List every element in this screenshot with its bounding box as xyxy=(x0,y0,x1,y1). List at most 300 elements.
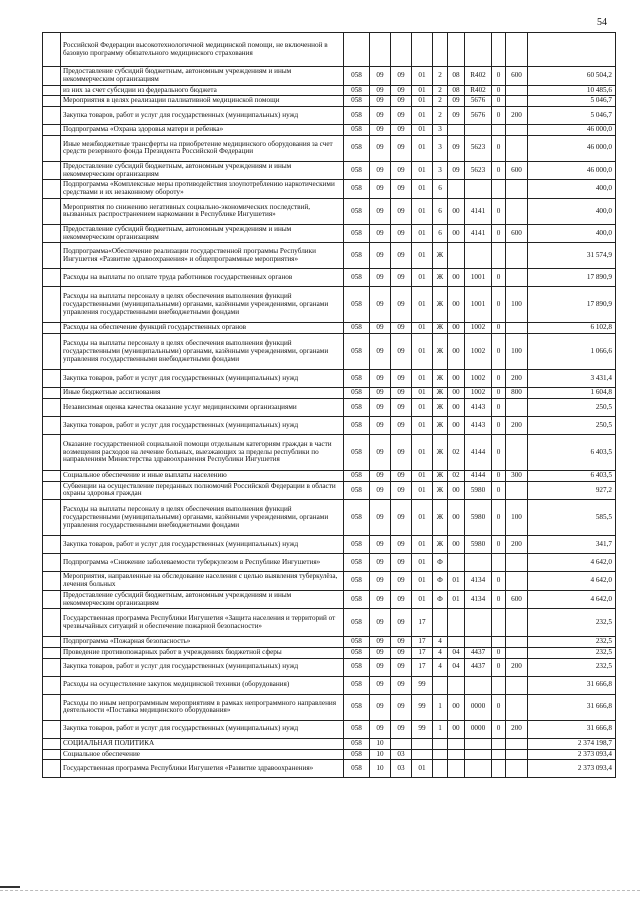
row-blank-cell xyxy=(43,572,61,591)
extra-code xyxy=(492,760,506,778)
ministry-code: 058 xyxy=(344,96,370,107)
subprogram-code: 4 xyxy=(433,637,448,648)
direction-code: 00 xyxy=(448,334,465,370)
row-blank-cell xyxy=(43,554,61,572)
row-name: Расходы на выплаты персоналу в целях обеспечения выполнения функций государственными (муниципальными) органами, казёнными учреждениями, органами управления государственными внебюджетными фондами xyxy=(61,500,344,536)
subprogram-code: Ж xyxy=(433,500,448,536)
section-code: 09 xyxy=(370,648,391,659)
direction-code: 00 xyxy=(448,416,465,434)
row-name: Подпрограмма «Пожарная безопасность» xyxy=(61,637,344,648)
ministry-code: 058 xyxy=(344,198,370,224)
type-code: 200 xyxy=(506,536,528,554)
ministry-code: 058 xyxy=(344,287,370,323)
direction-code: 09 xyxy=(448,107,465,125)
ministry-code: 058 xyxy=(344,269,370,287)
extra-code xyxy=(492,609,506,637)
program-code: 01 xyxy=(412,760,433,778)
direction-code: 00 xyxy=(448,198,465,224)
expense-code: 4144 xyxy=(465,434,492,470)
expense-code: 1002 xyxy=(465,323,492,334)
table-row xyxy=(43,500,616,536)
type-code: 300 xyxy=(506,470,528,481)
program-code xyxy=(412,33,433,67)
row-blank-cell xyxy=(43,287,61,323)
section-code: 09 xyxy=(370,269,391,287)
type-code: 600 xyxy=(506,67,528,86)
subsection-code: 09 xyxy=(391,243,412,269)
direction-code xyxy=(448,760,465,778)
section-code: 09 xyxy=(370,224,391,243)
type-code xyxy=(506,135,528,161)
program-code: 01 xyxy=(412,572,433,591)
direction-code: 04 xyxy=(448,648,465,659)
section-code: 09 xyxy=(370,398,391,416)
subsection-code: 09 xyxy=(391,658,412,676)
row-blank-cell xyxy=(43,269,61,287)
row-blank-cell xyxy=(43,590,61,609)
ministry-code: 058 xyxy=(344,125,370,136)
type-code: 100 xyxy=(506,334,528,370)
table-row xyxy=(43,287,616,323)
section-code: 09 xyxy=(370,243,391,269)
ministry-code: 058 xyxy=(344,398,370,416)
row-amount: 250,5 xyxy=(528,416,616,434)
extra-code: 0 xyxy=(492,694,506,720)
direction-code xyxy=(448,125,465,136)
row-blank-cell xyxy=(43,161,61,180)
row-name: Закупка товаров, работ и услуг для государственных (муниципальных) нужд xyxy=(61,720,344,738)
extra-code xyxy=(492,125,506,136)
row-blank-cell xyxy=(43,481,61,500)
subprogram-code: 4 xyxy=(433,648,448,659)
subprogram-code: Ж xyxy=(433,416,448,434)
section-code: 09 xyxy=(370,161,391,180)
ministry-code xyxy=(344,33,370,67)
row-blank-cell xyxy=(43,760,61,778)
subprogram-code: 6 xyxy=(433,198,448,224)
table-row xyxy=(43,470,616,481)
extra-code: 0 xyxy=(492,96,506,107)
extra-code: 0 xyxy=(492,107,506,125)
direction-code: 00 xyxy=(448,481,465,500)
subsection-code: 09 xyxy=(391,676,412,694)
ministry-code: 058 xyxy=(344,481,370,500)
extra-code: 0 xyxy=(492,388,506,399)
ministry-code: 058 xyxy=(344,180,370,199)
row-blank-cell xyxy=(43,637,61,648)
ministry-code: 058 xyxy=(344,749,370,760)
expense-code: 4141 xyxy=(465,198,492,224)
table-row xyxy=(43,85,616,96)
section-code: 09 xyxy=(370,287,391,323)
direction-code: 01 xyxy=(448,572,465,591)
subsection-code: 09 xyxy=(391,434,412,470)
row-name: Иные межбюджетные трансферты на приобретение медицинского оборудования за счет средств резервного фонда Президента Российской Федерации xyxy=(61,135,344,161)
table-row xyxy=(43,676,616,694)
row-blank-cell xyxy=(43,198,61,224)
section-code: 09 xyxy=(370,637,391,648)
expense-code xyxy=(465,676,492,694)
table-row xyxy=(43,125,616,136)
table-body xyxy=(43,33,616,778)
ministry-code: 058 xyxy=(344,224,370,243)
program-code: 01 xyxy=(412,434,433,470)
row-blank-cell xyxy=(43,416,61,434)
expense-code: 5623 xyxy=(465,135,492,161)
direction-code: 02 xyxy=(448,434,465,470)
subprogram-code xyxy=(433,738,448,749)
ministry-code: 058 xyxy=(344,434,370,470)
row-blank-cell xyxy=(43,676,61,694)
ministry-code: 058 xyxy=(344,590,370,609)
type-code xyxy=(506,676,528,694)
program-code: 99 xyxy=(412,720,433,738)
expense-code: 4143 xyxy=(465,398,492,416)
subprogram-code: Ж xyxy=(433,536,448,554)
row-blank-cell xyxy=(43,694,61,720)
row-name: Мероприятия в целях реализации паллиативной медицинской помощи xyxy=(61,96,344,107)
extra-code: 0 xyxy=(492,135,506,161)
subsection-code: 09 xyxy=(391,96,412,107)
direction-code: 02 xyxy=(448,470,465,481)
row-blank-cell xyxy=(43,738,61,749)
extra-code: 0 xyxy=(492,287,506,323)
subprogram-code: Ж xyxy=(433,481,448,500)
expense-code: 4141 xyxy=(465,224,492,243)
extra-code xyxy=(492,676,506,694)
section-code: 09 xyxy=(370,720,391,738)
row-amount: 2 374 198,7 xyxy=(528,738,616,749)
extra-code: 0 xyxy=(492,224,506,243)
row-blank-cell xyxy=(43,648,61,659)
program-code: 01 xyxy=(412,287,433,323)
subprogram-code: Ж xyxy=(433,269,448,287)
ministry-code: 058 xyxy=(344,637,370,648)
program-code: 01 xyxy=(412,224,433,243)
section-code: 09 xyxy=(370,125,391,136)
type-code xyxy=(506,749,528,760)
table-row xyxy=(43,96,616,107)
table-row xyxy=(43,180,616,199)
program-code: 01 xyxy=(412,388,433,399)
extra-code: 0 xyxy=(492,269,506,287)
row-blank-cell xyxy=(43,243,61,269)
program-code xyxy=(412,738,433,749)
direction-code: 00 xyxy=(448,388,465,399)
subsection-code: 03 xyxy=(391,749,412,760)
row-amount: 232,5 xyxy=(528,637,616,648)
expense-code: 1001 xyxy=(465,269,492,287)
row-amount: 232,5 xyxy=(528,609,616,637)
table-row xyxy=(43,749,616,760)
expense-code xyxy=(465,180,492,199)
row-amount: 232,5 xyxy=(528,658,616,676)
program-code: 17 xyxy=(412,648,433,659)
program-code: 01 xyxy=(412,180,433,199)
subprogram-code: 1 xyxy=(433,694,448,720)
row-blank-cell xyxy=(43,720,61,738)
direction-code: 09 xyxy=(448,135,465,161)
row-name: Подпрограмма «Комплексные меры противодействия злоупотреблению наркотическими средствами и их незаконному обороту» xyxy=(61,180,344,199)
program-code: 01 xyxy=(412,85,433,96)
table-row xyxy=(43,637,616,648)
section-code: 09 xyxy=(370,85,391,96)
row-amount: 250,5 xyxy=(528,398,616,416)
program-code: 01 xyxy=(412,67,433,86)
row-blank-cell xyxy=(43,96,61,107)
subprogram-code: Ж xyxy=(433,323,448,334)
extra-code: 0 xyxy=(492,323,506,334)
subsection-code: 09 xyxy=(391,269,412,287)
row-amount: 46 000,0 xyxy=(528,125,616,136)
row-amount: 4 642,0 xyxy=(528,554,616,572)
ministry-code: 058 xyxy=(344,370,370,388)
row-amount: 5 046,7 xyxy=(528,107,616,125)
extra-code xyxy=(492,33,506,67)
program-code: 01 xyxy=(412,161,433,180)
extra-code: 0 xyxy=(492,572,506,591)
row-name: Предоставление субсидий бюджетным, автономным учреждениям и иным некоммерческим организациям xyxy=(61,161,344,180)
extra-code: 0 xyxy=(492,370,506,388)
row-name: Мероприятия, направленные на обследование населения с целью выявления туберкулёза, лечения больных xyxy=(61,572,344,591)
subprogram-code: Ж xyxy=(433,287,448,323)
subprogram-code: Ж xyxy=(433,398,448,416)
program-code: 01 xyxy=(412,323,433,334)
subprogram-code: 1 xyxy=(433,720,448,738)
row-name: Мероприятия по снижению негативных социально-экономических последствий, вызванных распространением наркомании в Республике Ингушетия» xyxy=(61,198,344,224)
program-code: 01 xyxy=(412,500,433,536)
extra-code: 0 xyxy=(492,536,506,554)
subprogram-code: 3 xyxy=(433,135,448,161)
subsection-code: 09 xyxy=(391,470,412,481)
row-blank-cell xyxy=(43,334,61,370)
type-code xyxy=(506,760,528,778)
direction-code xyxy=(448,637,465,648)
subprogram-code: Ф xyxy=(433,572,448,591)
direction-code: 00 xyxy=(448,720,465,738)
program-code: 01 xyxy=(412,536,433,554)
subprogram-code: Ж xyxy=(433,434,448,470)
subsection-code: 09 xyxy=(391,323,412,334)
expense-code xyxy=(465,760,492,778)
subprogram-code xyxy=(433,676,448,694)
subprogram-code: 3 xyxy=(433,125,448,136)
table-row xyxy=(43,33,616,67)
type-code: 800 xyxy=(506,388,528,399)
extra-code xyxy=(492,738,506,749)
subprogram-code: Ж xyxy=(433,470,448,481)
ministry-code: 058 xyxy=(344,658,370,676)
direction-code: 00 xyxy=(448,694,465,720)
expense-code xyxy=(465,738,492,749)
table-row xyxy=(43,760,616,778)
ministry-code: 058 xyxy=(344,243,370,269)
row-blank-cell xyxy=(43,180,61,199)
program-code: 01 xyxy=(412,334,433,370)
section-code: 09 xyxy=(370,676,391,694)
row-name: Закупка товаров, работ и услуг для государственных (муниципальных) нужд xyxy=(61,416,344,434)
direction-code xyxy=(448,33,465,67)
extra-code xyxy=(492,180,506,199)
extra-code: 0 xyxy=(492,590,506,609)
ministry-code: 058 xyxy=(344,554,370,572)
row-amount: 4 642,0 xyxy=(528,590,616,609)
extra-code xyxy=(492,749,506,760)
section-code: 09 xyxy=(370,198,391,224)
program-code: 01 xyxy=(412,481,433,500)
row-name: Субвенции на осуществление переданных полномочий Российской Федерации в области охраны здоровья граждан xyxy=(61,481,344,500)
subprogram-code: 6 xyxy=(433,224,448,243)
row-name: Российской Федерации высокотехнологичной медицинской помощи, не включенной в базовую программу обязательного медицинского страхования xyxy=(61,33,344,67)
subprogram-code: Ж xyxy=(433,334,448,370)
row-blank-cell xyxy=(43,398,61,416)
type-code xyxy=(506,609,528,637)
row-amount: 10 485,6 xyxy=(528,85,616,96)
subsection-code: 09 xyxy=(391,398,412,416)
type-code xyxy=(506,323,528,334)
program-code: 01 xyxy=(412,590,433,609)
type-code: 200 xyxy=(506,107,528,125)
row-name: из них за счет субсидии из федерального бюджета xyxy=(61,85,344,96)
table-row xyxy=(43,554,616,572)
budget-table xyxy=(42,32,616,778)
direction-code xyxy=(448,609,465,637)
subprogram-code: 6 xyxy=(433,180,448,199)
row-amount: 17 890,9 xyxy=(528,269,616,287)
direction-code: 00 xyxy=(448,224,465,243)
page-number: 54 xyxy=(597,17,607,28)
extra-code: 0 xyxy=(492,481,506,500)
type-code xyxy=(506,198,528,224)
row-amount: 60 504,2 xyxy=(528,67,616,86)
expense-code xyxy=(465,749,492,760)
subsection-code: 09 xyxy=(391,67,412,86)
row-name: Расходы на выплаты персоналу в целях обеспечения выполнения функций государственными (муниципальными) органами, казёнными учреждениями, органами управления государственными внебюджетными фондами xyxy=(61,334,344,370)
table-row xyxy=(43,243,616,269)
row-name: Расходы на обеспечение функций государственных органов xyxy=(61,323,344,334)
table-row xyxy=(43,572,616,591)
row-amount: 46 000,0 xyxy=(528,161,616,180)
row-name: Оказание государственной социальной помощи отдельным категориям граждан в части возмещения расходов на лечение больных, выезжающих за пределы республики по направлениям Министерства здравоохранения Республики Ингушетия xyxy=(61,434,344,470)
row-name: Проведение противопожарных работ в учреждениях бюджетной сферы xyxy=(61,648,344,659)
direction-code: 09 xyxy=(448,96,465,107)
subsection-code: 09 xyxy=(391,224,412,243)
ministry-code: 058 xyxy=(344,135,370,161)
ministry-code: 058 xyxy=(344,334,370,370)
table-row xyxy=(43,334,616,370)
type-code xyxy=(506,125,528,136)
expense-code: 5676 xyxy=(465,96,492,107)
extra-code: 0 xyxy=(492,648,506,659)
ministry-code: 058 xyxy=(344,609,370,637)
row-name: Подпрограмма«Обеспечение реализации государственной программы Республики Ингушетия «Развитие здравоохранения» и общепрограммные мероприятия» xyxy=(61,243,344,269)
row-amount: 341,7 xyxy=(528,536,616,554)
subsection-code: 09 xyxy=(391,648,412,659)
row-blank-cell xyxy=(43,370,61,388)
row-amount: 31 666,8 xyxy=(528,720,616,738)
extra-code: 0 xyxy=(492,398,506,416)
type-code xyxy=(506,637,528,648)
direction-code: 08 xyxy=(448,67,465,86)
expense-code: 4144 xyxy=(465,470,492,481)
ministry-code: 058 xyxy=(344,694,370,720)
expense-code: 0000 xyxy=(465,720,492,738)
subsection-code xyxy=(391,33,412,67)
expense-code: R402 xyxy=(465,67,492,86)
section-code: 09 xyxy=(370,334,391,370)
row-blank-cell xyxy=(43,33,61,67)
type-code: 200 xyxy=(506,416,528,434)
section-code: 09 xyxy=(370,323,391,334)
expense-code: 5623 xyxy=(465,161,492,180)
extra-code: 0 xyxy=(492,470,506,481)
expense-code: R402 xyxy=(465,85,492,96)
expense-code xyxy=(465,125,492,136)
footer-mark xyxy=(0,886,20,888)
section-code: 09 xyxy=(370,590,391,609)
table-row xyxy=(43,536,616,554)
section-code: 09 xyxy=(370,96,391,107)
row-amount: 17 890,9 xyxy=(528,287,616,323)
program-code: 01 xyxy=(412,554,433,572)
subprogram-code: Ф xyxy=(433,590,448,609)
direction-code: 00 xyxy=(448,370,465,388)
extra-code: 0 xyxy=(492,198,506,224)
direction-code xyxy=(448,676,465,694)
table-row xyxy=(43,481,616,500)
table-row xyxy=(43,323,616,334)
expense-code: 1001 xyxy=(465,287,492,323)
expense-code: 5980 xyxy=(465,536,492,554)
extra-code: 0 xyxy=(492,161,506,180)
row-amount: 2 373 093,4 xyxy=(528,749,616,760)
table-row xyxy=(43,370,616,388)
row-blank-cell xyxy=(43,135,61,161)
expense-code xyxy=(465,243,492,269)
ministry-code: 058 xyxy=(344,738,370,749)
row-blank-cell xyxy=(43,107,61,125)
direction-code: 00 xyxy=(448,323,465,334)
table-row xyxy=(43,224,616,243)
direction-code xyxy=(448,738,465,749)
program-code: 17 xyxy=(412,637,433,648)
type-code xyxy=(506,738,528,749)
row-name: Подпрограмма «Охрана здоровья матери и ребенка» xyxy=(61,125,344,136)
direction-code: 08 xyxy=(448,85,465,96)
type-code xyxy=(506,434,528,470)
row-name: Социальное обеспечение и иные выплаты населению xyxy=(61,470,344,481)
row-blank-cell xyxy=(43,323,61,334)
extra-code: 0 xyxy=(492,658,506,676)
program-code: 01 xyxy=(412,96,433,107)
ministry-code: 058 xyxy=(344,416,370,434)
ministry-code: 058 xyxy=(344,470,370,481)
extra-code xyxy=(492,243,506,269)
table-row xyxy=(43,107,616,125)
row-amount: 31 666,8 xyxy=(528,676,616,694)
row-amount: 3 431,4 xyxy=(528,370,616,388)
expense-code: 1002 xyxy=(465,334,492,370)
ministry-code: 058 xyxy=(344,676,370,694)
expense-code xyxy=(465,637,492,648)
subprogram-code: Ф xyxy=(433,554,448,572)
expense-code xyxy=(465,554,492,572)
extra-code: 0 xyxy=(492,334,506,370)
ministry-code: 058 xyxy=(344,572,370,591)
row-name: Расходы на выплаты по оплате труда работников государственных органов xyxy=(61,269,344,287)
table-row xyxy=(43,416,616,434)
type-code xyxy=(506,694,528,720)
